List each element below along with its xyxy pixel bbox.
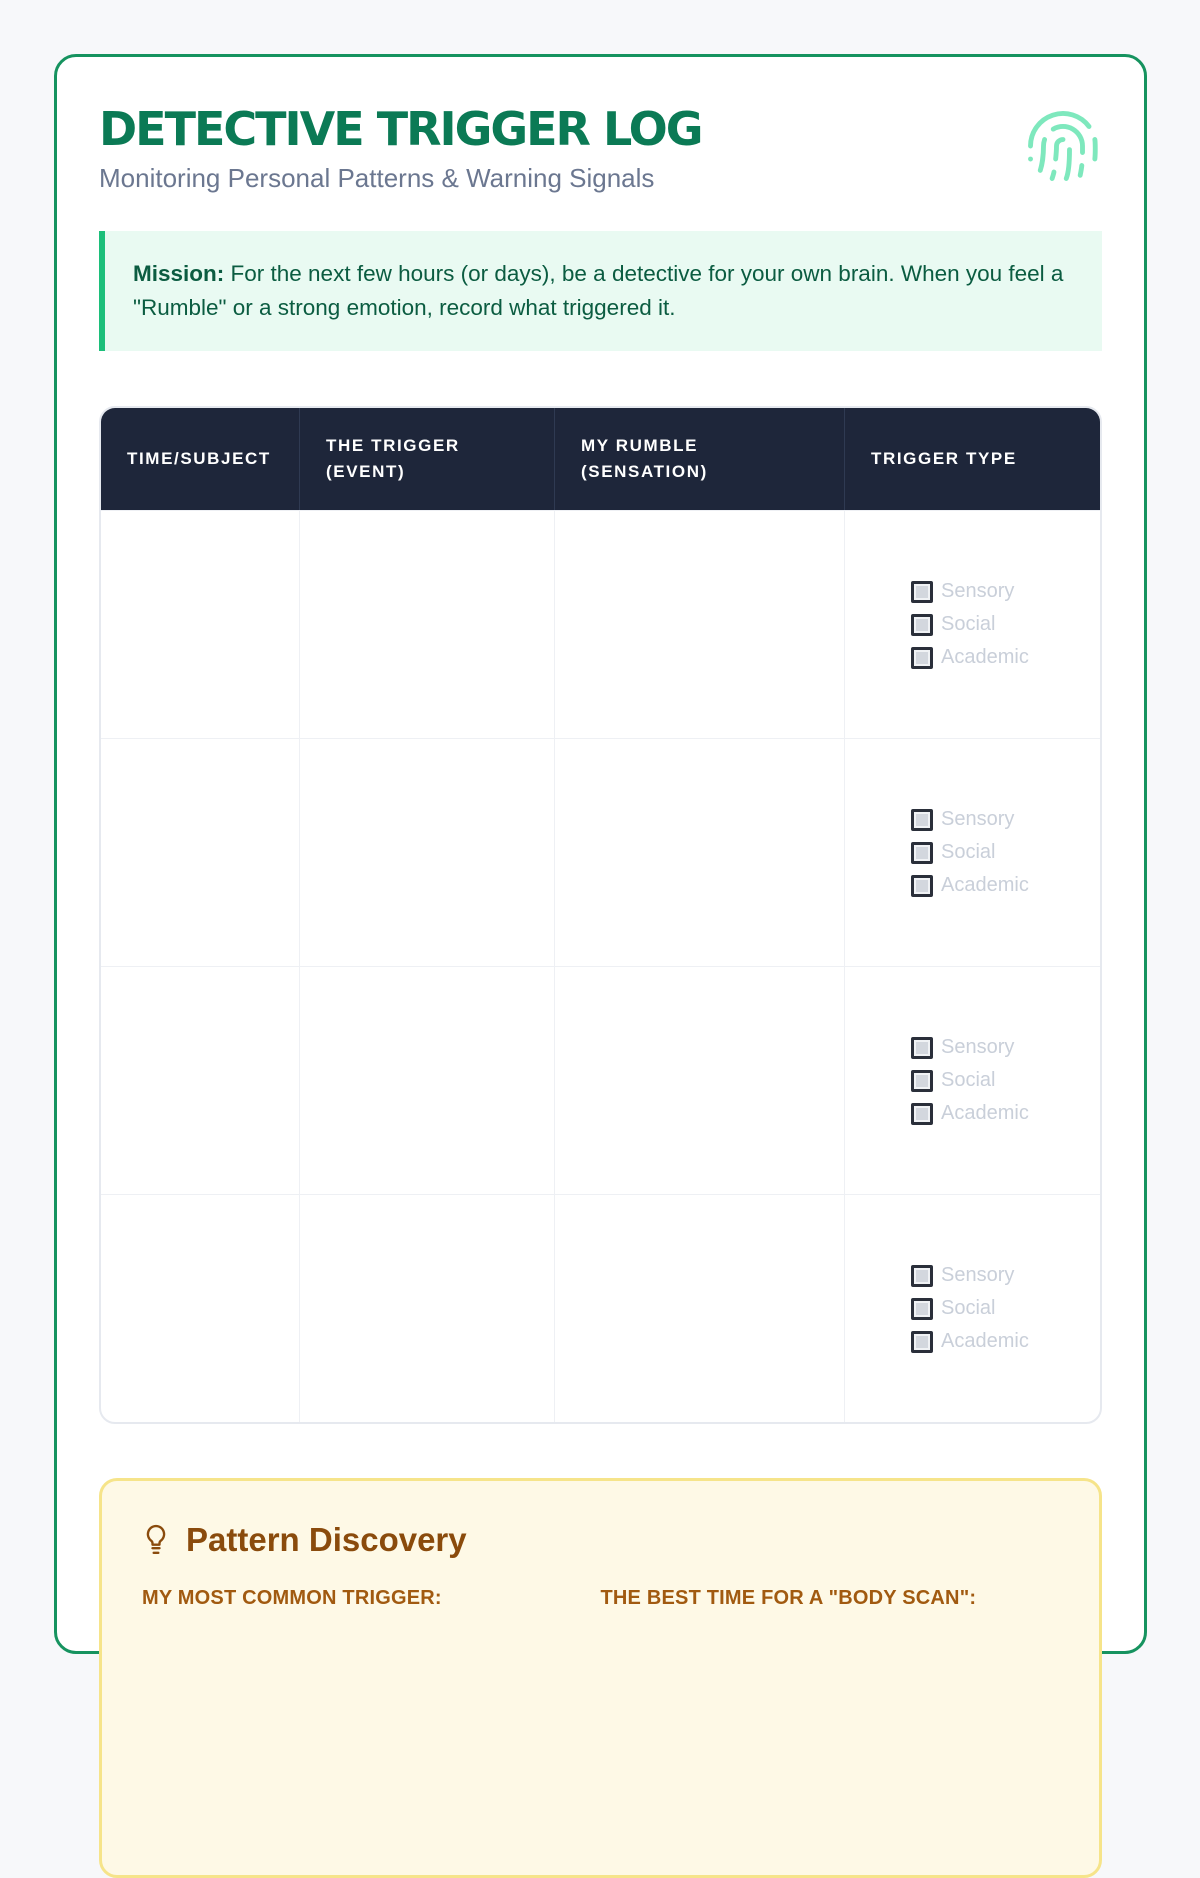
social-option[interactable] bbox=[911, 836, 1100, 869]
pattern-prompts bbox=[142, 1587, 1059, 1610]
worksheet-card bbox=[54, 54, 1147, 1654]
trigger-type-cell bbox=[845, 967, 1100, 1194]
page-title: DETECTIVE TRIGGER LOG bbox=[99, 102, 702, 156]
social-label: Social bbox=[941, 613, 996, 635]
mission-text: For the next few hours (or days), be a detective for your own brain. When you feel a "Rumble" or a strong emotion, record what triggered it. bbox=[133, 261, 1064, 320]
sensory-option[interactable] bbox=[911, 803, 1100, 836]
trigger-type-cell bbox=[845, 739, 1100, 966]
body-scan-label: THE BEST TIME FOR A "BODY SCAN": bbox=[600, 1587, 977, 1609]
page-subtitle: Monitoring Personal Patterns & Warning Signals bbox=[99, 163, 655, 193]
sensory-label: Sensory bbox=[941, 580, 1015, 602]
common-trigger-label: MY MOST COMMON TRIGGER: bbox=[142, 1587, 442, 1609]
table-row bbox=[101, 966, 1100, 1194]
time-subject-cell[interactable] bbox=[101, 739, 300, 966]
column-header-trigger: THE TRIGGER (EVENT) bbox=[300, 408, 555, 510]
checkbox[interactable] bbox=[911, 809, 933, 831]
sensory-label: Sensory bbox=[941, 808, 1015, 830]
academic-label: Academic bbox=[941, 1102, 1029, 1124]
time-subject-cell[interactable] bbox=[101, 511, 300, 738]
checkbox[interactable] bbox=[911, 647, 933, 669]
sensory-option[interactable] bbox=[911, 1259, 1100, 1292]
table-header bbox=[101, 408, 1100, 510]
lightbulb-icon bbox=[142, 1523, 170, 1557]
social-label: Social bbox=[941, 841, 996, 863]
header bbox=[99, 101, 1102, 237]
checkbox[interactable] bbox=[911, 1298, 933, 1320]
mission-label: Mission: bbox=[133, 261, 225, 286]
trigger-cell[interactable] bbox=[300, 511, 555, 738]
trigger-type-cell bbox=[845, 511, 1100, 738]
mission-callout bbox=[99, 231, 1102, 351]
checkbox[interactable] bbox=[911, 1331, 933, 1353]
checkbox[interactable] bbox=[911, 1037, 933, 1059]
social-label: Social bbox=[941, 1069, 996, 1091]
time-subject-cell[interactable] bbox=[101, 967, 300, 1194]
table-row bbox=[101, 738, 1100, 966]
sensory-label: Sensory bbox=[941, 1036, 1015, 1058]
rumble-cell[interactable] bbox=[555, 739, 845, 966]
pattern-discovery-heading bbox=[142, 1521, 1059, 1559]
social-option[interactable] bbox=[911, 608, 1100, 641]
column-header-rumble: MY RUMBLE (SENSATION) bbox=[555, 408, 845, 510]
academic-label: Academic bbox=[941, 1330, 1029, 1352]
checkbox[interactable] bbox=[911, 1070, 933, 1092]
fingerprint-icon bbox=[1024, 107, 1102, 185]
trigger-cell[interactable] bbox=[300, 739, 555, 966]
academic-label: Academic bbox=[941, 646, 1029, 668]
table-row bbox=[101, 1194, 1100, 1422]
pattern-discovery-panel bbox=[99, 1478, 1102, 1878]
trigger-log-table bbox=[99, 406, 1102, 1424]
rumble-cell[interactable] bbox=[555, 511, 845, 738]
trigger-type-cell bbox=[845, 1195, 1100, 1422]
checkbox[interactable] bbox=[911, 875, 933, 897]
academic-label: Academic bbox=[941, 874, 1029, 896]
social-label: Social bbox=[941, 1297, 996, 1319]
trigger-cell[interactable] bbox=[300, 967, 555, 1194]
rumble-cell[interactable] bbox=[555, 1195, 845, 1422]
checkbox[interactable] bbox=[911, 614, 933, 636]
checkbox[interactable] bbox=[911, 1265, 933, 1287]
column-header-trigger-type: TRIGGER TYPE bbox=[871, 449, 1017, 468]
social-option[interactable] bbox=[911, 1292, 1100, 1325]
social-option[interactable] bbox=[911, 1064, 1100, 1097]
checkbox[interactable] bbox=[911, 1103, 933, 1125]
sensory-label: Sensory bbox=[941, 1264, 1015, 1286]
pattern-discovery-title: Pattern Discovery bbox=[186, 1521, 467, 1558]
sensory-option[interactable] bbox=[911, 1031, 1100, 1064]
sensory-option[interactable] bbox=[911, 575, 1100, 608]
time-subject-cell[interactable] bbox=[101, 1195, 300, 1422]
rumble-cell[interactable] bbox=[555, 967, 845, 1194]
academic-option[interactable] bbox=[911, 641, 1100, 674]
checkbox[interactable] bbox=[911, 581, 933, 603]
table-row bbox=[101, 510, 1100, 738]
academic-option[interactable] bbox=[911, 869, 1100, 902]
trigger-cell[interactable] bbox=[300, 1195, 555, 1422]
column-header-time-subject: TIME/SUBJECT bbox=[101, 408, 300, 510]
academic-option[interactable] bbox=[911, 1325, 1100, 1358]
checkbox[interactable] bbox=[911, 842, 933, 864]
academic-option[interactable] bbox=[911, 1097, 1100, 1130]
